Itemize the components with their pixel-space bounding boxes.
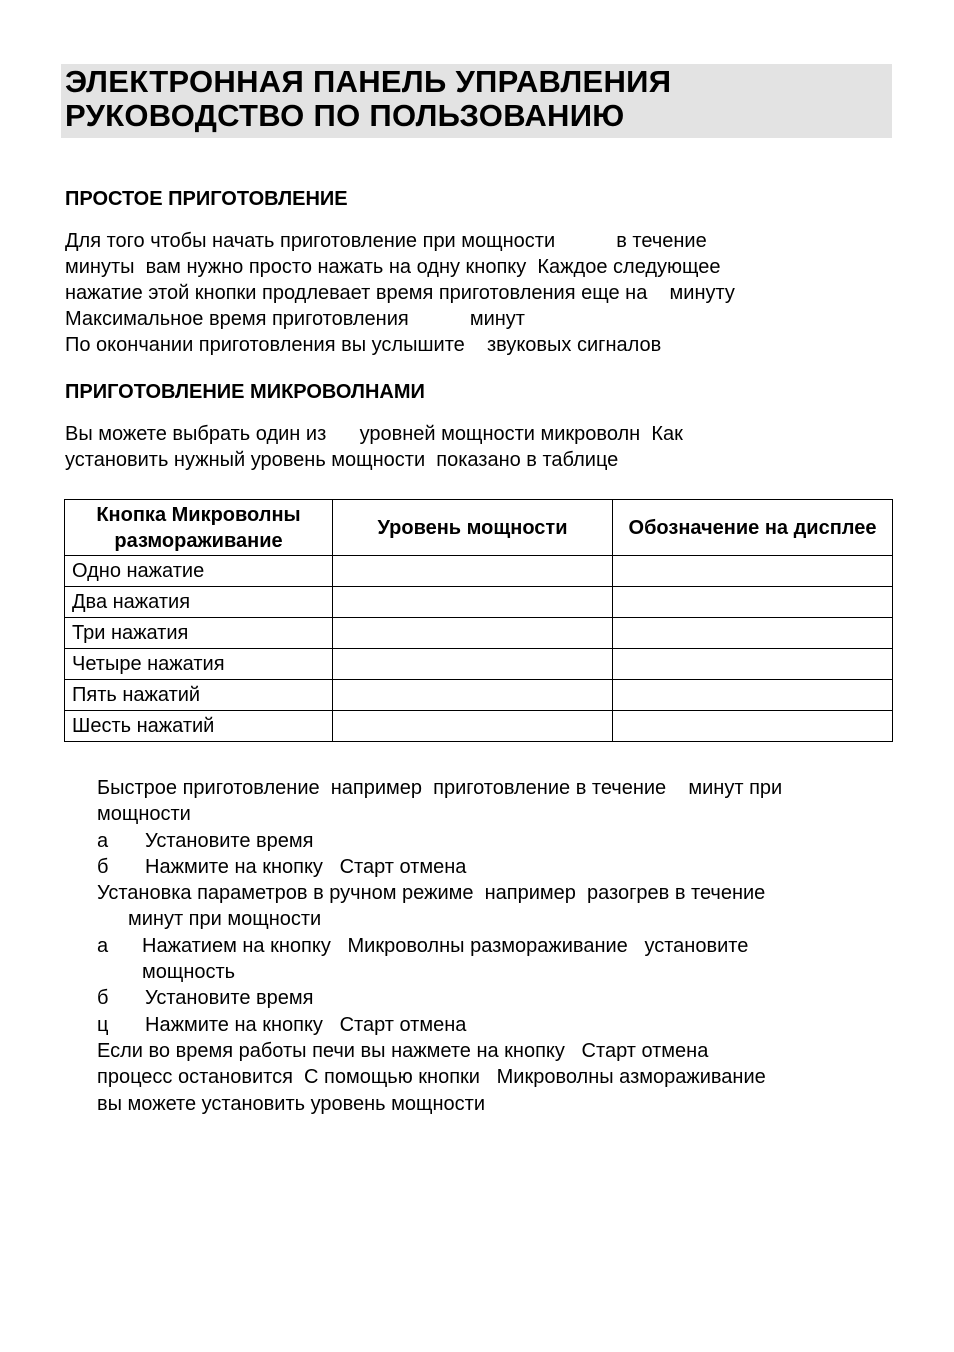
table-cell-power bbox=[333, 680, 613, 711]
cooking-notes bbox=[97, 775, 897, 1117]
list-item bbox=[97, 933, 897, 959]
list-marker: ц bbox=[97, 1013, 109, 1036]
table-row bbox=[65, 556, 893, 587]
table-cell-presses: Два нажатия bbox=[65, 587, 333, 618]
power-level-table bbox=[64, 499, 893, 742]
table-cell-power bbox=[333, 711, 613, 742]
text-line: установить нужный уровень мощности показано в таблице bbox=[65, 449, 619, 471]
table-row bbox=[65, 711, 893, 742]
list-item bbox=[97, 1012, 897, 1038]
text-line: Быстрое приготовление например приготовление в течение минут при bbox=[97, 777, 783, 799]
page-title bbox=[61, 64, 892, 138]
microwave-text bbox=[65, 421, 683, 473]
list-item bbox=[97, 828, 897, 854]
text-line: процесс остановится С помощью кнопки Микроволны азмораживание bbox=[97, 1066, 766, 1089]
table-cell-power bbox=[333, 618, 613, 649]
table-cell-presses: Шесть нажатий bbox=[65, 711, 333, 742]
list-marker: б bbox=[97, 855, 109, 878]
text-line: нажатие этой кнопки продлевает время приготовления еще на минуту bbox=[65, 282, 735, 304]
list-item bbox=[97, 854, 897, 880]
table-header-row bbox=[65, 500, 893, 556]
list-item-text: Установите время bbox=[145, 829, 314, 852]
list-item-text: Установите время bbox=[145, 987, 314, 1010]
list-item-text: Нажмите на кнопку Старт отмена bbox=[145, 855, 467, 878]
text-line: мощности bbox=[97, 803, 191, 826]
table-row bbox=[65, 680, 893, 711]
section-heading-microwave: ПРИГОТОВЛЕНИЕ МИКРОВОЛНАМИ bbox=[65, 381, 425, 403]
list-marker: а bbox=[97, 829, 109, 852]
simple-cooking-text bbox=[65, 228, 735, 358]
section-heading-simple-cooking: ПРОСТОЕ ПРИГОТОВЛЕНИЕ bbox=[65, 188, 348, 210]
text-line: минуты вам нужно просто нажать на одну кнопку Каждое следующее bbox=[65, 256, 721, 278]
list-item-text: Нажмите на кнопку Старт отмена bbox=[145, 1013, 467, 1036]
table-row bbox=[65, 649, 893, 680]
table-cell-presses: Пять нажатий bbox=[65, 680, 333, 711]
table-cell-display bbox=[613, 680, 893, 711]
table-header-button: Кнопка Микроволны размораживание bbox=[65, 500, 333, 556]
table-row bbox=[65, 618, 893, 649]
text-line: Установка параметров в ручном режиме например разогрев в течение bbox=[97, 882, 766, 905]
table-cell-presses: Четыре нажатия bbox=[65, 649, 333, 680]
title-line-1: ЭЛЕКТРОННАЯ ПАНЕЛЬ УПРАВЛЕНИЯ bbox=[65, 64, 672, 99]
text-line: Если во время работы печи вы нажмете на кнопку Старт отмена bbox=[97, 1039, 709, 1062]
table-row bbox=[65, 587, 893, 618]
list-marker: а bbox=[97, 934, 109, 957]
text-line: мощность bbox=[142, 961, 236, 984]
text-line: минут при мощности bbox=[128, 908, 322, 931]
table-cell-presses: Три нажатия bbox=[65, 618, 333, 649]
text-line: вы можете установить уровень мощности bbox=[97, 1092, 485, 1115]
list-item bbox=[97, 985, 897, 1011]
list-item-text: Нажатием на кнопку Микроволны размораживание установите bbox=[142, 934, 749, 957]
table-cell-display bbox=[613, 618, 893, 649]
table-cell-presses: Одно нажатие bbox=[65, 556, 333, 587]
table-cell-power bbox=[333, 556, 613, 587]
text-line: Максимальное время приготовления минут bbox=[65, 308, 525, 330]
table-cell-display bbox=[613, 711, 893, 742]
table-cell-display bbox=[613, 556, 893, 587]
table-cell-display bbox=[613, 587, 893, 618]
text-line: Для того чтобы начать приготовление при мощности в течение bbox=[65, 230, 707, 252]
text-line: По окончании приготовления вы услышите звуковых сигналов bbox=[65, 334, 662, 356]
table-cell-power bbox=[333, 587, 613, 618]
list-marker: б bbox=[97, 987, 109, 1010]
table-header-display: Обозначение на дисплее bbox=[613, 500, 893, 556]
text-line: Вы можете выбрать один из уровней мощности микроволн Как bbox=[65, 423, 683, 445]
table-header-power-level: Уровень мощности bbox=[333, 500, 613, 556]
title-line-2: РУКОВОДСТВО ПО ПОЛЬЗОВАНИЮ bbox=[65, 98, 625, 133]
table-cell-display bbox=[613, 649, 893, 680]
table-cell-power bbox=[333, 649, 613, 680]
